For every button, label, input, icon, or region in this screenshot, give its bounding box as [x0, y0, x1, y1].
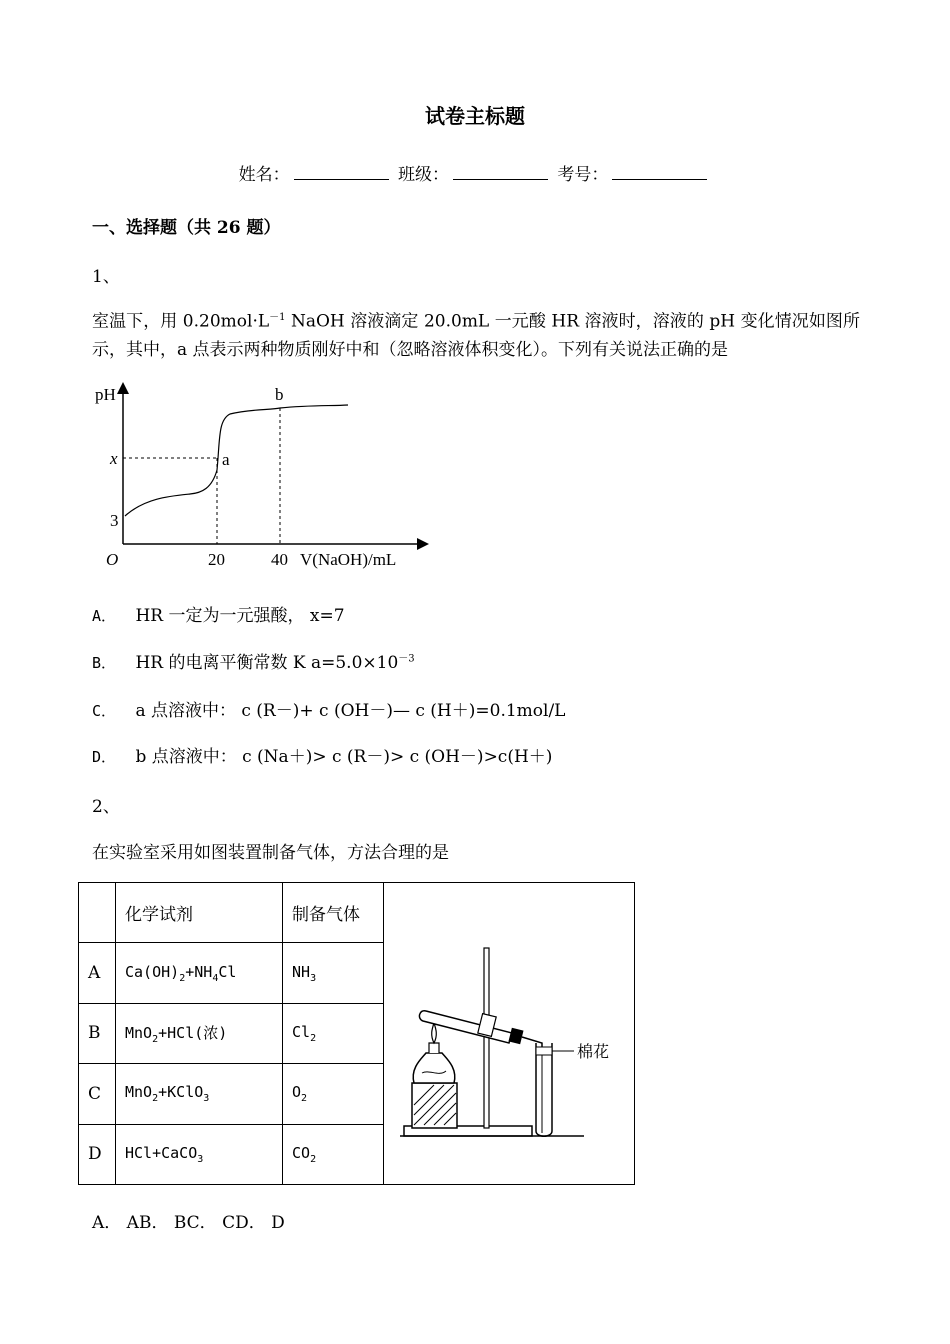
- option-letter: B．: [92, 654, 117, 672]
- option-text: b 点溶液中： c (Na＋)> c (R－)> c (OH－)>c(H＋): [135, 747, 553, 767]
- reagent-sub: 4: [212, 972, 219, 984]
- reagent-cell: [116, 1064, 283, 1124]
- titration-curve: [125, 405, 348, 516]
- reagent-cell: [116, 943, 283, 1003]
- reagent-cell: [116, 1124, 283, 1184]
- gas-cell: [283, 1124, 384, 1184]
- reagent-text: HCl+CaCO: [125, 1143, 198, 1162]
- option-letter: D．: [92, 748, 117, 766]
- reagent-sub: 3: [203, 1093, 210, 1105]
- exam-number-label: 考号：: [557, 165, 609, 185]
- gas-cell: [283, 1064, 384, 1124]
- reagent-sub: 2: [179, 972, 186, 984]
- table-header-cell: 化学试剂: [116, 883, 283, 943]
- option-text: HR 的电离平衡常数 K a=5.0×10: [135, 653, 399, 673]
- option-letter: A．: [92, 607, 117, 625]
- gas-sub: 2: [310, 1153, 317, 1165]
- option-text: a 点溶液中： c (R－)+ c (OH－)— c (H＋)=0.1mol/L: [135, 701, 566, 721]
- q1-stem-part-a: 室温下，用 0.20mol·L: [92, 311, 270, 332]
- name-label: 姓名：: [238, 165, 290, 185]
- class-label: 班级：: [398, 165, 449, 185]
- reagent-text: Cl: [218, 962, 237, 981]
- apparatus-figure-cell: [384, 883, 635, 1185]
- option-superscript: －3: [398, 653, 415, 665]
- x-axis-label: V(NaOH)/mL: [300, 550, 397, 569]
- question-1-stem: [92, 304, 860, 364]
- q1-stem-superscript: －1: [269, 312, 286, 323]
- y-axis-label: pH: [95, 385, 116, 404]
- page-title: 试卷主标题: [425, 104, 525, 128]
- gas-sub: 3: [310, 972, 317, 984]
- gas-text: NH: [292, 962, 311, 981]
- tick-40-label: 40: [271, 550, 288, 569]
- gas-sub: 2: [310, 1032, 317, 1044]
- reagent-sub: 2: [152, 1033, 159, 1045]
- name-field[interactable]: [294, 161, 389, 180]
- table-header-row: [79, 883, 635, 943]
- option-text: HR 一定为一元强酸， x=7: [135, 606, 345, 626]
- gas-text: O: [292, 1083, 302, 1102]
- titration-curve-figure: [90, 380, 430, 580]
- tick-x-label: x: [110, 449, 118, 468]
- row-label: A: [79, 943, 116, 1003]
- apparatus-figure: [384, 883, 634, 1179]
- burner-block: [412, 1083, 457, 1128]
- q1-option-c[interactable]: [92, 696, 565, 721]
- stopper: [508, 1028, 523, 1044]
- tick-20-label: 20: [208, 550, 225, 569]
- reagent-text: +HCl(浓): [158, 1023, 228, 1042]
- q1-option-b[interactable]: [92, 648, 415, 673]
- q1-stem-part-b: NaOH 溶液滴定 20.0mL 一元酸 HR 溶液时，溶液的 pH 变化情况如图所示，其中，a 点表示两种物质刚好中和（忽略溶液体积变化）。下列有关说法正确的是: [92, 311, 860, 360]
- question-2-number: 2、: [92, 797, 120, 817]
- reagent-text: +NH: [185, 962, 213, 981]
- collecting-tube: [536, 1043, 552, 1136]
- reagent-table: [78, 882, 635, 1185]
- lamp-flame: [432, 1023, 437, 1043]
- cotton-label: 棉花: [577, 1042, 610, 1061]
- gas-sub: 2: [301, 1093, 308, 1105]
- lamp-neck: [429, 1043, 439, 1053]
- tick-3-label: 3: [110, 511, 119, 530]
- section-title: 一、选择题（共 26 题）: [92, 218, 281, 238]
- class-field[interactable]: [453, 161, 548, 180]
- point-b-label: b: [275, 385, 284, 404]
- gas-text: Cl: [292, 1022, 311, 1041]
- row-label: D: [79, 1124, 116, 1184]
- table-header-cell: 制备气体: [283, 883, 384, 943]
- row-label: B: [79, 1003, 116, 1063]
- reagent-text: MnO: [125, 1023, 153, 1042]
- gas-cell: [283, 943, 384, 1003]
- point-a-label: a: [222, 450, 230, 469]
- gas-cell: [283, 1003, 384, 1063]
- reagent-text: MnO: [125, 1083, 153, 1102]
- q1-option-a[interactable]: [92, 601, 345, 626]
- reagent-text: Ca(OH): [125, 962, 180, 981]
- question-2-stem: 在实验室采用如图装置制备气体，方法合理的是: [92, 843, 449, 863]
- reagent-sub: 3: [197, 1153, 204, 1165]
- question-1-number: 1、: [92, 267, 120, 287]
- origin-label: O: [106, 550, 119, 569]
- option-letter: C．: [92, 702, 117, 720]
- reagent-sub: 2: [152, 1093, 159, 1105]
- table-header-cell: [79, 883, 116, 943]
- q2-answer-options[interactable]: A． AB． BC． CD． D: [92, 1213, 285, 1233]
- reagent-cell: [116, 1003, 283, 1063]
- student-info-line: [0, 160, 950, 185]
- cotton: [536, 1047, 552, 1055]
- reagent-text: +KClO: [158, 1083, 204, 1102]
- q1-option-d[interactable]: [92, 742, 552, 767]
- row-label: C: [79, 1064, 116, 1124]
- alcohol-lamp: [413, 1053, 455, 1083]
- gas-text: CO: [292, 1143, 311, 1162]
- exam-number-field[interactable]: [612, 161, 707, 180]
